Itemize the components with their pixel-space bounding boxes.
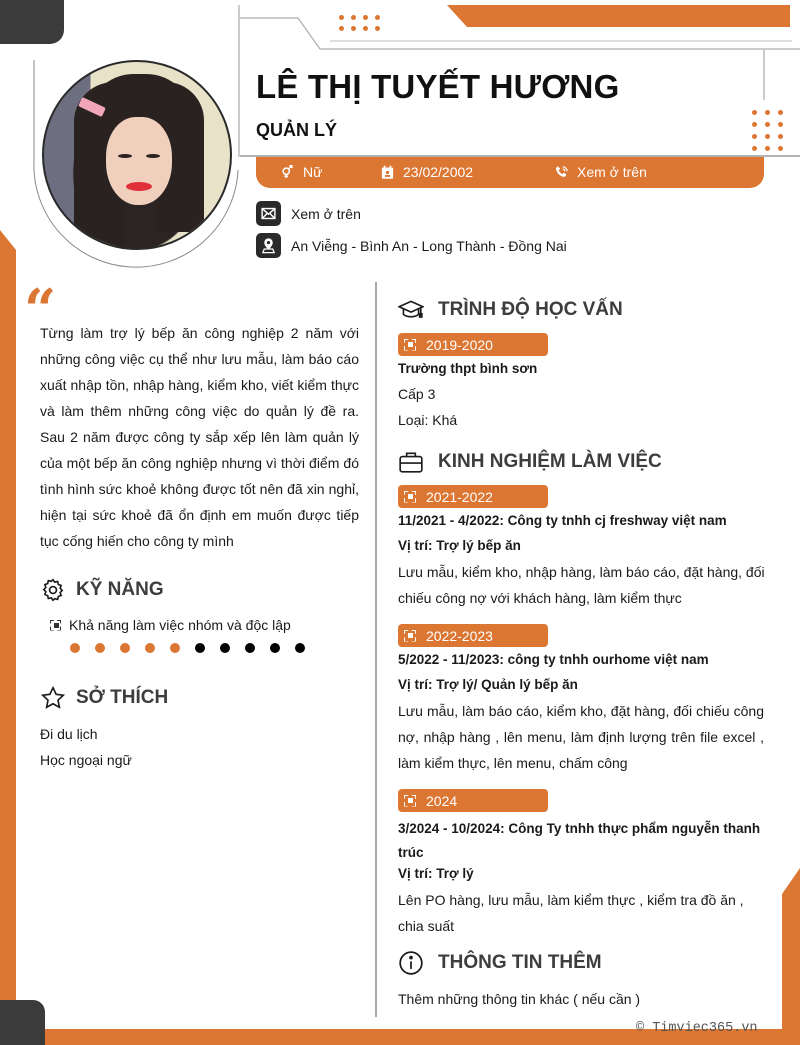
candidate-role: QUẢN LÝ xyxy=(256,120,337,140)
education-level: Cấp 3 xyxy=(398,386,436,402)
phone-value: Xem ở trên xyxy=(577,164,647,180)
column-divider xyxy=(375,282,377,1017)
experience-period-badge xyxy=(398,624,548,647)
hobbies-heading xyxy=(40,685,168,711)
education-school: Trường thpt bình sơn xyxy=(398,361,538,376)
career-summary: Từng làm trợ lý bếp ăn công nghiệp 2 năm với những công việc cụ thể như lưu mẫu, làm báo cáo xuất nhập tồn, nhập hàng, kiểm kho, viết kiểm thực và làm thêm những công việc do quản lý đề ra. Sau 2 năm được công ty sắp xếp lên làm quản lý của một bếp ăn công nghiệp nhưng vì thời điểm đó tình hình sức khoẻ không được tốt nên đã xin nghỉ, hiện tại sức khoẻ đã ổn định em muốn được tiếp tục cống hiến cho công ty mình xyxy=(40,325,359,549)
focus-icon xyxy=(50,620,61,631)
focus-icon xyxy=(404,491,416,503)
corner-decoration-bottom-left xyxy=(0,1000,45,1045)
skills-heading xyxy=(40,577,164,603)
graduation-cap-icon xyxy=(398,297,424,323)
hobby-item: Đi du lịch xyxy=(40,726,98,742)
experience-heading xyxy=(398,449,662,475)
candidate-name: LÊ THỊ TUYẾT HƯƠNG xyxy=(256,68,620,105)
education-period: 2019-2020 xyxy=(426,336,493,353)
gender-item xyxy=(280,164,322,180)
education-heading xyxy=(398,297,623,323)
experience-company: 3/2024 - 10/2024: Công Ty tnhh thực phẩm nguyễn thanh trúc xyxy=(398,821,761,860)
experience-period: 2022-2023 xyxy=(426,627,493,644)
experience-period: 2024 xyxy=(426,792,458,809)
experience-description: Lưu mẫu, làm báo cáo, kiểm kho, đặt hàng, đối chiếu công nợ, nhập hàng , lên menu, làm định lượng trên file excel , làm kiểm thực, lên menu, chấm công xyxy=(398,703,764,771)
right-accent-strip xyxy=(782,868,800,1045)
phone-item xyxy=(554,164,647,180)
experience-period: 2021-2022 xyxy=(426,488,493,505)
phone-icon xyxy=(554,165,569,180)
experience-period-badge xyxy=(398,485,548,508)
skills-title: KỸ NĂNG xyxy=(76,579,164,600)
avatar xyxy=(42,60,232,250)
additional-info-text: Thêm những thông tin khác ( nếu cần ) xyxy=(398,991,641,1007)
gender-icon xyxy=(280,165,295,180)
experience-company: 5/2022 - 11/2023: công ty tnhh ourhome việt nam xyxy=(398,652,709,667)
skill-rating xyxy=(70,643,305,653)
dots-decoration-right xyxy=(752,110,783,151)
experience-position: Vị trí: Trợ lý bếp ăn xyxy=(398,538,521,553)
additional-info-heading xyxy=(398,950,602,976)
experience-description: Lên PO hàng, lưu mẫu, làm kiểm thực , kiểm tra đồ ăn , chia suất xyxy=(398,892,744,934)
contact-address xyxy=(256,233,567,258)
briefcase-icon xyxy=(398,449,424,475)
experience-company: 11/2021 - 4/2022: Công ty tnhh cj freshway việt nam xyxy=(398,513,727,528)
hobby-item: Học ngoại ngữ xyxy=(40,752,132,768)
education-title: TRÌNH ĐỘ HỌC VẤN xyxy=(438,299,623,320)
gear-icon xyxy=(40,577,66,603)
email-value: Xem ở trên xyxy=(291,205,361,222)
dots-decoration-top xyxy=(339,15,380,31)
location-icon xyxy=(256,233,281,258)
experience-position: Vị trí: Trợ lý xyxy=(398,866,474,881)
info-icon xyxy=(398,950,424,976)
focus-icon xyxy=(404,795,416,807)
gender-value: Nữ xyxy=(303,164,323,180)
focus-icon xyxy=(404,339,416,351)
skill-item xyxy=(50,617,291,633)
experience-period-badge xyxy=(398,789,548,812)
experience-position: Vị trí: Trợ lý/ Quản lý bếp ăn xyxy=(398,677,578,692)
birthday-item xyxy=(380,164,473,180)
experience-title: KINH NGHIỆM LÀM VIỆC xyxy=(438,451,662,472)
skill-label: Khả năng làm việc nhóm và độc lập xyxy=(69,617,291,633)
hobbies-title: SỞ THÍCH xyxy=(76,687,169,708)
quote-icon: “ xyxy=(24,277,57,343)
focus-icon xyxy=(404,630,416,642)
birthday-value: 23/02/2002 xyxy=(403,164,474,180)
watermark: © Timviec365.vn xyxy=(636,1021,758,1036)
education-period-badge xyxy=(398,333,548,356)
additional-info-title: THÔNG TIN THÊM xyxy=(438,952,602,973)
star-icon xyxy=(40,685,66,711)
left-accent-strip xyxy=(0,230,16,1000)
education-grade: Loại: Khá xyxy=(398,412,458,428)
calendar-icon xyxy=(380,165,395,180)
experience-description: Lưu mẫu, kiểm kho, nhập hàng, làm báo cáo, đặt hàng, đối chiếu công nợ với khách hàng, làm kiểm thực xyxy=(398,564,765,606)
contact-email xyxy=(256,201,361,226)
personal-info-bar xyxy=(256,157,764,188)
address-value: An Viễng - Bình An - Long Thành - Đồng Nai xyxy=(291,237,567,254)
email-icon xyxy=(256,201,281,226)
